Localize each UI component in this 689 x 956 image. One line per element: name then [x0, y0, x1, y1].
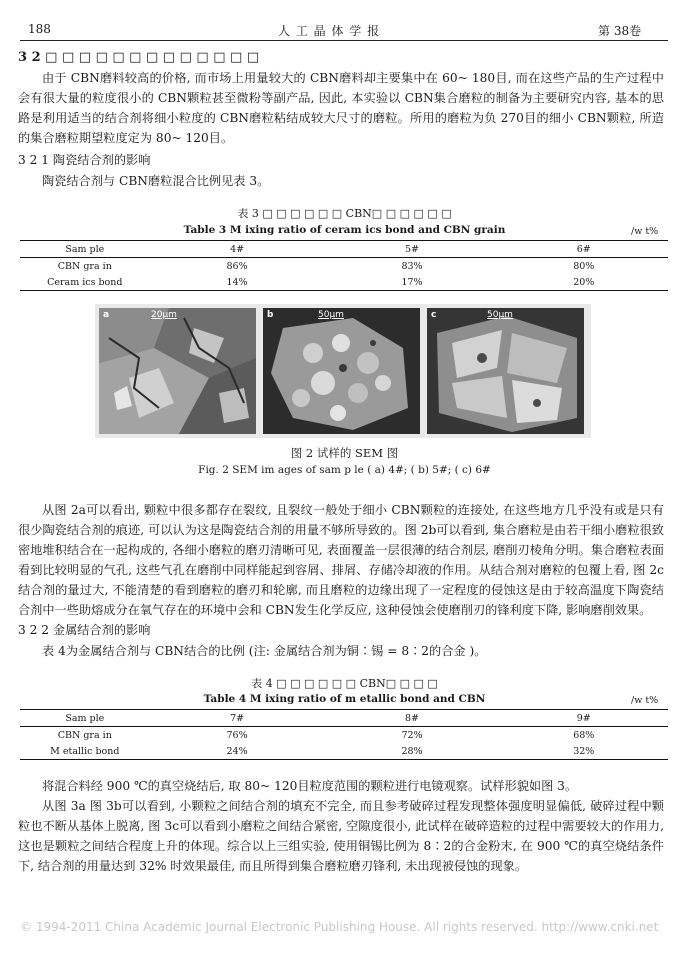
paragraph-text: 从图 3a 图 3b可以看到, 小颗粒之间结合剂的填充不完全, 而且参考破碎过程发现整体强度明显偏低, 破碎过程中颗粒也不断从基体上脱离, 图 3c可以看到小磨粒之间结合紧密, 空隙度很小, 此试样在破碎造粒的过程中需要较大的作用力, 这也是颗粒之间结合程度上升的体现。综合以上三组实验, 使用铜锡比例为 8∶2的合金粉末, 在 900 ℃的真空烧结条件下, 结合剂的用量达到 32% 时效果最佳, 而且所得到集合磨粒磨刃锋利, 未出现被侵蚀的现象。: [18, 799, 664, 873]
table-cell: 17%: [325, 274, 500, 291]
figure2-caption-cn: 图 2 试样的 SEM 图: [290, 446, 399, 460]
table3: [20, 240, 668, 291]
table-cell: M etallic bond: [20, 743, 150, 760]
paragraph-text: 从图 2a可以看出, 颗粒中很多都存在裂纹, 且裂纹一般处于细小 CBN颗粒的连接处, 在这些地方几乎没有或是只有很少陶瓷结合剂的痕迹, 可以认为这是陶瓷结合剂的用量不够所导致的。图 2b可以看到, 集合磨粒是由若干细小磨粒很致密地堆积结合在一起构成的, 各细小磨粒的磨刃清晰可见, 表面覆盖一层很薄的结合剂层, 磨削刃棱角分明。集合磨粒表面看到比较明显的气孔, 这些气孔在磨削中同样能起到容屑、排屑、存储冷却液的作用。从结合剂对磨粒的包覆上看, 图 2c结合剂的量过大, 不能清楚的看到磨粒的磨刃和轮廓, 而且磨粒的边缘出现了一定程度的侵蚀这是由于较高温度下陶瓷结合剂中一些助熔成分在氧气存在的环境中会和 CBN发生化学反应, 这种侵蚀会使磨削刃的锋利度下降, 影响磨削效果。: [18, 503, 664, 617]
table-cell: 24%: [150, 743, 325, 760]
paragraph-text: 将混合料经 900 ℃的真空烧结后, 取 80~ 120目粒度范围的颗粒进行电镜观察。试样形貌如图 3。: [42, 779, 578, 793]
panel-label-c: c: [431, 310, 437, 320]
intro-paragraph: [18, 68, 664, 148]
sem-figure: [95, 304, 591, 438]
table-header-cell: 9#: [500, 710, 669, 727]
table-cell: 28%: [325, 743, 500, 760]
figure2-caption-en: Fig. 2 SEM im ages of sam p le ( a) 4#; ( b) 5#; ( c) 6#: [198, 464, 491, 476]
table-header-cell: 7#: [150, 710, 325, 727]
discussion-paragraph: [18, 500, 664, 620]
sem-panel-a: [99, 308, 256, 434]
table-cell: CBN gra in: [57, 260, 112, 272]
table-header-cell: Sam ple: [20, 241, 150, 258]
section-heading: 3 2 □ □ □ □ □ □ □ □ □ □ □ □ □: [18, 50, 260, 65]
table-row: [20, 258, 668, 275]
table-cell: 14%: [150, 274, 325, 291]
table-cell: 83%: [401, 260, 423, 272]
table4: [20, 709, 668, 760]
page-number: 188: [28, 22, 51, 36]
table-cell: 80%: [573, 260, 595, 272]
table-cell: 68%: [573, 729, 595, 741]
table-cell: 76%: [226, 729, 248, 741]
sintering-paragraph: [18, 776, 664, 876]
table-header-row: [20, 241, 668, 258]
table-header-row: [20, 710, 668, 727]
panel-label-b: b: [267, 310, 274, 320]
scale-bar-c: 50μm: [487, 310, 513, 320]
scale-bar-a: 20μm: [151, 310, 177, 320]
table-cell: 86%: [226, 260, 248, 272]
subsection-heading-metallic: 3 2 2 金属结合剂的影响: [18, 623, 151, 637]
table-header-cell: Sam ple: [20, 710, 150, 727]
table-cell: 72%: [401, 729, 423, 741]
copyright-footer: © 1994-2011 China Academic Journal Electronic Publishing House. All rights reserved. http://www.cnki.net: [20, 920, 659, 934]
table3-intro: 陶瓷结合剂与 CBN磨粒混合比例见表 3。: [42, 174, 270, 188]
panel-label-a: a: [103, 310, 110, 320]
table3-caption-en: Table 3 M ixing ratio of ceram ics bond and CBN grain: [183, 224, 506, 236]
table3-caption-cn: 表 3 □ □ □ □ □ □ CBN□ □ □ □ □ □: [237, 207, 452, 220]
table4-caption-cn: 表 4 □ □ □ □ □ □ CBN□ □ □ □: [251, 677, 438, 690]
table-cell: 20%: [500, 274, 669, 291]
table-header-cell: 5#: [325, 241, 500, 258]
journal-title: 人 工 晶 体 学 报: [278, 24, 381, 38]
sem-image-b: [263, 308, 420, 434]
table-cell: Ceram ics bond: [20, 274, 150, 291]
table-row: [20, 274, 668, 291]
table4-unit: /w t%: [631, 695, 659, 706]
table-row: [20, 727, 668, 744]
table-header-cell: 6#: [500, 241, 669, 258]
sem-image-a: [99, 308, 256, 434]
sem-image-c: [427, 308, 584, 434]
table-row: [20, 743, 668, 760]
header-rule: [20, 40, 668, 41]
paragraph-text: 由于 CBN磨料较高的价格, 而市场上用量较大的 CBN磨料却主要集中在 60~ 180目, 而在这些产品的生产过程中会有很大量的粒度很小的 CBN颗粒甚至微粉等副产品, 因此, 本实验以 CBN集合磨粒的制备为主要研究内容, 基本的思路是利用适当的结合剂将细小粒度的 CBN磨粒粘结成较大尺寸的磨粒。所用的磨粒为负 270目的细小 CBN颗粒, 所造的集合磨粒期望粒度定为 80~ 120目。: [18, 71, 664, 145]
volume-label: 第 38卷: [598, 24, 642, 38]
table-cell: CBN gra in: [57, 729, 112, 741]
table4-intro: 表 4为金属结合剂与 CBN结合的比例 (注: 金属结合剂为铜∶锡 = 8∶2的合金 )。: [42, 644, 487, 658]
subsection-heading-ceramic: 3 2 1 陶瓷结合剂的影响: [18, 153, 151, 167]
sem-panel-b: [263, 308, 420, 434]
table-header-cell: 4#: [150, 241, 325, 258]
sem-panel-c: [427, 308, 584, 434]
table-header-cell: 8#: [325, 710, 500, 727]
table-cell: 32%: [500, 743, 669, 760]
table3-unit: /w t%: [631, 226, 659, 237]
table4-caption-en: Table 4 M ixing ratio of m etallic bond and CBN: [203, 693, 486, 705]
scale-bar-b: 50μm: [318, 310, 344, 320]
